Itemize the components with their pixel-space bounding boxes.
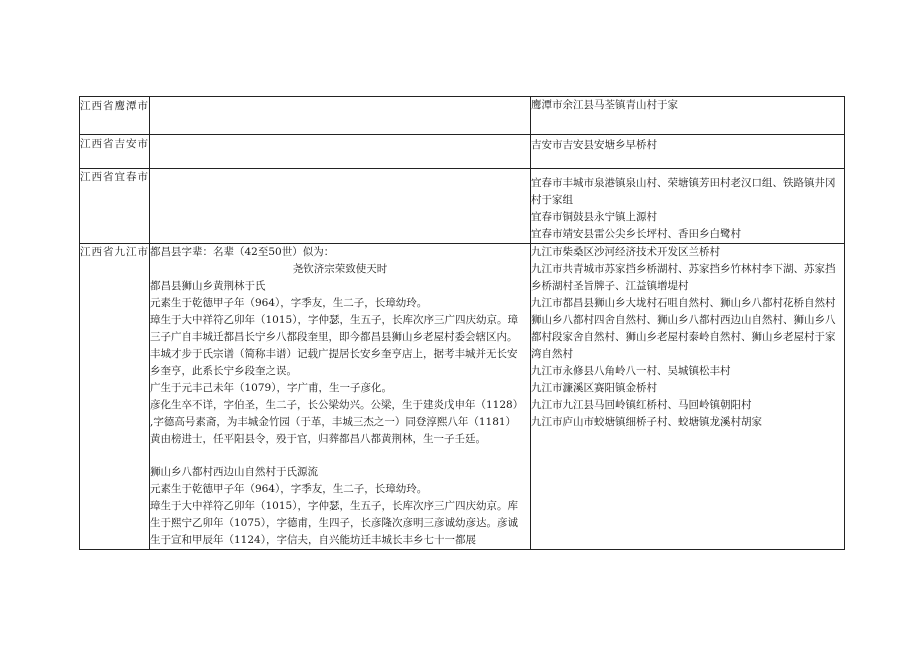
places-cell <box>531 169 845 244</box>
place-line: 九江市庐山市蛟塘镇细桥子村、蛟塘镇龙溪村胡家 <box>531 416 762 428</box>
place-line: 九江市共青城市苏家挡乡桥湖村、苏家挡乡竹林村李下湖、苏家挡 <box>531 263 836 275</box>
genealogy-cell <box>150 97 531 135</box>
genealogy-line: 狮山乡八都村西边山自然村于氏源流 <box>150 466 318 478</box>
genealogy-line: 都昌县狮山乡黄荆林于氏 <box>150 280 266 292</box>
paragraph-gap <box>150 448 530 464</box>
place-line: 九江市都昌县狮山乡大垅村石咀自然村、狮山乡八都村花桥自然村 <box>531 297 836 309</box>
genealogy-line: 元素生于乾德甲子年（964），字季友，生二子，长璋幼玲。 <box>150 483 428 495</box>
genealogy-cell <box>150 169 531 244</box>
table-row <box>80 244 845 550</box>
region-cell: 江西省九江市 <box>80 244 150 550</box>
genealogy-line: 元素生于乾德甲子年（964），字季友，生二子，长璋幼玲。 <box>150 297 428 309</box>
genealogy-line: 璋生于大中祥符乙卯年（1015），字仲瑟，生五子，长库次序三广四庆幼京。璋 <box>150 314 518 326</box>
table-row <box>80 97 845 135</box>
genealogy-line: 乡奎亨，此系长宁乡段奎之误。 <box>150 365 297 377</box>
genealogy-line: 都昌县字辈：名辈（42至50世）似为： <box>150 246 335 258</box>
places-cell <box>531 97 845 135</box>
region-cell: 江西省鹰潭市 <box>80 97 150 135</box>
genealogy-line: 彦化生卒不详，字伯圣，生二子，长公梁幼兴。公梁，生于建炎戊申年（1128） <box>150 399 524 411</box>
place-line: 九江市濂溪区赛阳镇金桥村 <box>531 382 657 394</box>
records-table <box>79 96 845 550</box>
place-line: 湾自然村 <box>531 348 573 360</box>
region-cell: 江西省宜春市 <box>80 169 150 244</box>
genealogy-line: 黄由榜进士，任平阳县令，殁于官，归葬都昌八都黄荆林，生一子壬廷。 <box>150 433 486 445</box>
place-line: 宜春市丰城市泉港镇泉山村、荣塘镇芳田村老汉口组、铁路镇井冈 <box>531 177 836 189</box>
place-line: 九江市永修县八角岭八一村、吴城镇松丰村 <box>531 365 731 377</box>
table-row <box>80 169 845 244</box>
genealogy-cell <box>150 244 531 550</box>
genealogy-line: 生于熙宁乙卯年（1075），字德甫，生四子，长彦隆次彦明三彦诚幼彦达。彦诚 <box>150 517 518 529</box>
place-line: 乡桥湖村圣旨牌子、江益镇增堤村 <box>531 280 689 292</box>
genealogy-line: 璋生于大中祥符乙卯年（1015），字仲瑟，生五子，长库次序三广四庆幼京。库 <box>150 500 518 512</box>
region-cell: 江西省吉安市 <box>80 135 150 169</box>
genealogy-line: ,字德高号素斋，为丰城金竹园（于革，丰城三杰之一）同登淳熙八年（1181） <box>150 416 517 428</box>
places-cell <box>531 244 845 550</box>
table-row <box>80 135 845 169</box>
place-line: 吉安市吉安县安塘乡早桥村 <box>531 139 657 151</box>
genealogy-cell <box>150 135 531 169</box>
place-line: 九江市柴桑区沙河经济技术开发区兰桥村 <box>531 246 720 258</box>
place-line: 都村段家舍自然村、狮山乡老屋村泰岭自然村、狮山乡老屋村于家 <box>531 331 836 343</box>
place-line: 宜春市铜鼓县永宁镇上源村 <box>531 211 657 223</box>
place-line: 鹰潭市余江县马荃镇青山村于家 <box>531 99 678 111</box>
place-line: 村于家组 <box>531 194 573 206</box>
generation-names: 尧钦济宗荣致使天时 <box>292 263 388 275</box>
genealogy-line: 生于宣和甲辰年（1124），字信夫，自兴能坊迁丰城长丰乡七十一都展 <box>150 534 476 546</box>
genealogy-line: 丰城才步于氏宗谱（简称丰谱）记载广提居长安乡奎亨店上，据考丰城并无长安 <box>150 348 518 360</box>
place-line: 九江市九江县马回岭镇红桥村、马回岭镇朝阳村 <box>531 399 752 411</box>
place-line: 狮山乡八都村四舍自然村、狮山乡八都村西边山自然村、狮山乡八 <box>531 314 836 326</box>
genealogy-line: 三子广自丰城迁都昌长宁乡八都段奎里，即今都昌县狮山乡老屋村委会辖区内。 <box>150 331 518 343</box>
genealogy-line: 广生于元丰己未年（1079），字广甫，生一子彦化。 <box>150 382 392 394</box>
places-cell <box>531 135 845 169</box>
place-line: 宜春市靖安县雷公尖乡长坪村、香田乡白鹭村 <box>531 228 741 240</box>
